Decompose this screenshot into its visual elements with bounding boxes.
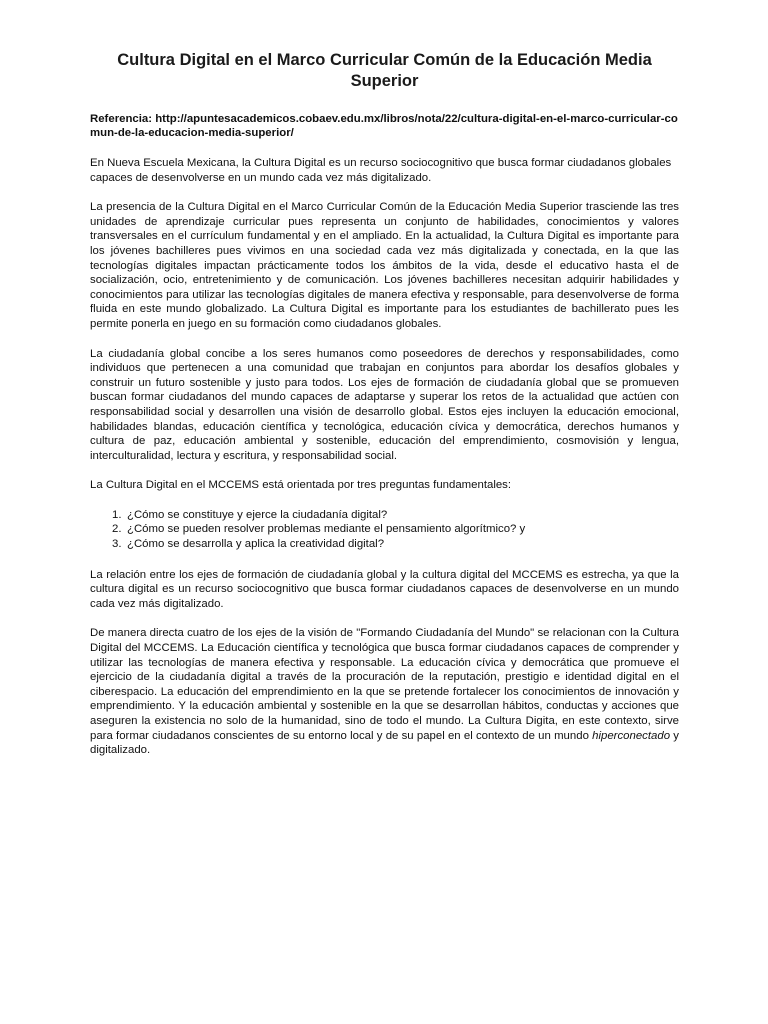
paragraph-global-citizenship: La ciudadanía global concibe a los seres humanos como poseedores de derechos y responsabilidades, como individuos que pertenecen a una comunidad que trabajan en conjuntos para abordar los desafíos globales y construir un futuro sostenible y justo para todos. Los ejes de formación de ciudadanía global que se promueven buscan formar ciudadanos del mundo capaces de adaptarse y superar los retos de la actualidad que actúen con responsabilidad social y desarrollen una visión de desarrollo global. Estos ejes incluyen la educación emocional, habilidades blandas, educación científica y tecnológica, educación cívica y democrática, derechos humanos y cultura de paz, educación ambiental y sostenible, educación del emprendimiento, cosmovisión y lengua, interculturalidad, lectura y escritura, y responsabilidad social. xyxy=(90,347,679,462)
paragraph-questions-intro: La Cultura Digital en el MCCEMS está orientada por tres preguntas fundamentales: xyxy=(90,479,512,492)
list-item-text: ¿Cómo se pueden resolver problemas mediante el pensamiento algorítmico? y xyxy=(127,523,526,536)
list-item-number: 1. xyxy=(112,508,122,521)
paragraph-final xyxy=(90,626,679,757)
italic-term: hiperconectado xyxy=(592,729,671,742)
list-item-text: ¿Cómo se constituye y ejerce la ciudadanía digital? xyxy=(127,508,388,521)
paragraph-presence: La presencia de la Cultura Digital en el Marco Curricular Común de la Educación Media Superior trasciende las tres unidades de aprendizaje curricular pues representa un conjunto de habilidades, conocimientos y valores transversales en el currículum fundamental y en el ampliado. En la actualidad, la Cultura Digital es importante para los jóvenes bachilleres pues vivimos en una sociedad cada vez más digitalizada y conectada, en la que las tecnologías digitales impactan prácticamente todos los ámbitos de la vida, desde el educativo hasta el de socialización, ocio, entretenimiento y de comunicación. Los jóvenes bachilleres necesitan adquirir habilidades y conocimientos para utilizar las tecnologías digitales de manera efectiva y responsable, para desenvolverse de forma fluida en este mundo globalizado. La Cultura Digital es importante para los estudiantes de bachillerato pues les permite ponerla en juego en su formación como ciudadanos globales. xyxy=(90,201,679,330)
list-item xyxy=(90,508,679,523)
list-item-number: 2. xyxy=(112,523,122,536)
paragraph-final-end: y digitalizado. xyxy=(90,729,679,757)
document-page xyxy=(90,50,679,773)
reference-link-text: Referencia: http://apuntesacademicos.cobaev.edu.mx/libros/nota/22/cultura-digital-en-el-marco-curricular-comun-de-la-educacion-media-superior/ xyxy=(90,113,678,139)
list-item-text: ¿Cómo se desarrolla y aplica la creatividad digital? xyxy=(127,538,385,551)
list-item-number: 3. xyxy=(112,538,122,551)
paragraph-relation: La relación entre los ejes de formación de ciudadanía global y la cultura digital del MCCEMS es estrecha, ya que la cultura digital es un recurso sociocognitivo que busca formar ciudadanos capaces de desenvolverse en un mundo cada vez más digitalizado. xyxy=(90,568,679,610)
document-title: Cultura Digital en el Marco Curricular Común de la Educación Media Superior xyxy=(117,51,652,90)
paragraph-intro: En Nueva Escuela Mexicana, la Cultura Digital es un recurso sociocognitivo que busca formar ciudadanos globales capaces de desenvolverse en un mundo cada vez más digitalizado. xyxy=(90,157,672,184)
list-item xyxy=(90,522,679,537)
paragraph-final-text: De manera directa cuatro de los ejes de la visión de "Formando Ciudadanía del Mundo" se relacionan con la Cultura Digital del MCCEMS. La Educación científica y tecnológica que busca formar ciudadanos capaces de comprender y utilizar las tecnologías de manera efectiva y responsable. La educación cívica y democrática que promueve el ejercicio de la ciudadanía digital a través de la procuración de la reputación, prestigio e identidad digital en el ciberespacio. La educación del emprendimiento en la que se pretende fortalecer los conocimientos de innovación y emprendimiento. Y la educación ambiental y sostenible en la que se desarrollan hábitos, conductas y acciones que aseguren la existencia no solo de la humanidad, sino de todo el mundo. La Cultura Digita, en este contexto, sirve para formar ciudadanos conscientes de su entorno local y de su papel en el contexto de un mundo xyxy=(90,627,679,742)
questions-list xyxy=(90,508,679,552)
list-item xyxy=(90,537,679,552)
